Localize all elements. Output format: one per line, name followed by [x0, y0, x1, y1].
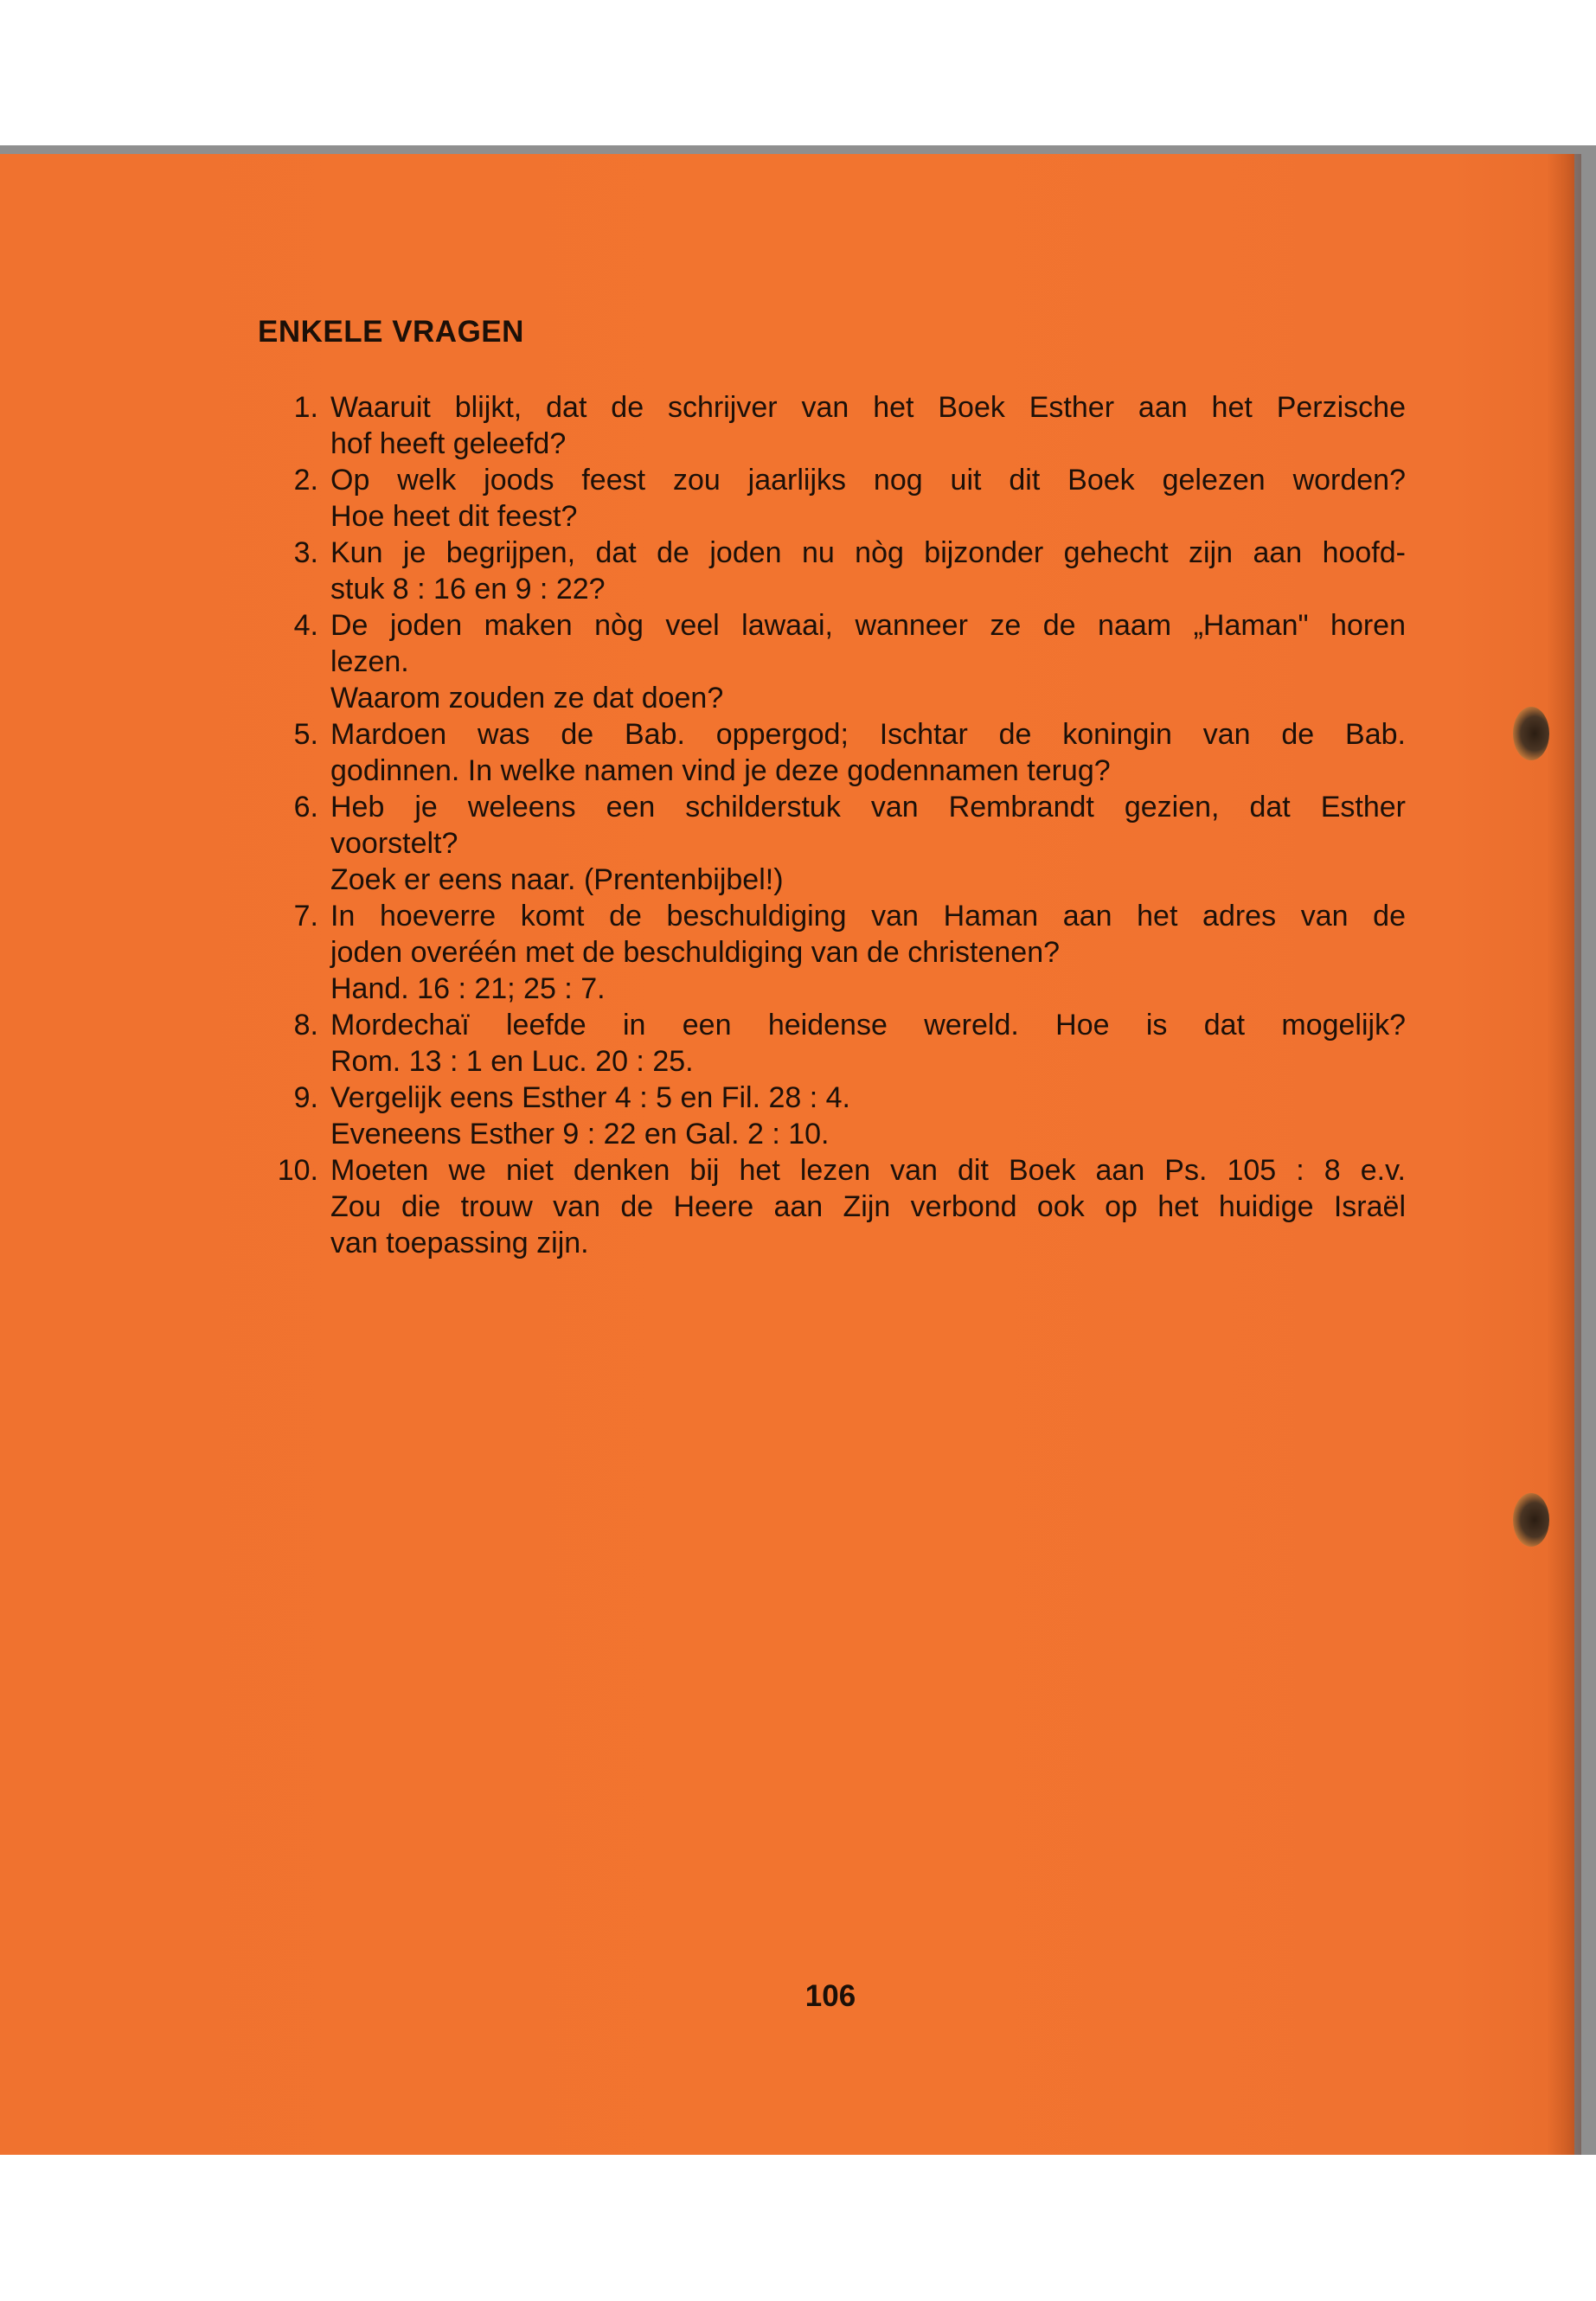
question-line: Rom. 13 : 1 en Luc. 20 : 25. — [330, 1045, 694, 1078]
question-text — [330, 1007, 1406, 1080]
question-line: stuk 8 : 16 en 9 : 22? — [330, 573, 606, 606]
question-line: In hoeverre komt de beschuldiging van Haman aan het adres van de — [330, 900, 1406, 933]
question-line: Zoek er eens naar. (Prentenbijbel!) — [330, 863, 784, 896]
question-text — [330, 789, 1406, 898]
question-item — [260, 607, 1406, 716]
question-text — [330, 1152, 1406, 1261]
binder-hole-bottom — [1513, 1493, 1549, 1547]
page-edge-shadow — [1547, 154, 1581, 2155]
question-item — [260, 1007, 1406, 1080]
question-text — [330, 1080, 1406, 1152]
question-list — [260, 389, 1406, 1261]
question-line: Hoe heet dit feest? — [330, 500, 578, 533]
page-number: 106 — [804, 1979, 856, 2013]
question-line: Zou die trouw van de Heere aan Zijn verbond ook op het huidige Israël — [330, 1190, 1406, 1223]
question-item — [260, 789, 1406, 898]
question-line: Eveneens Esther 9 : 22 en Gal. 2 : 10. — [330, 1118, 830, 1150]
question-line: Kun je begrijpen, dat de joden nu nòg bijzonder gehecht zijn aan hoofd- — [330, 536, 1406, 569]
question-number: 9. — [293, 1081, 318, 1114]
question-number: 10. — [277, 1154, 318, 1187]
question-item — [260, 716, 1406, 789]
question-item — [260, 1152, 1406, 1261]
question-line: Waaruit blijkt, dat de schrijver van het Boek Esther aan het Perzische — [330, 391, 1406, 424]
question-line: Vergelijk eens Esther 4 : 5 en Fil. 28 : 4. — [330, 1081, 850, 1114]
question-text — [330, 389, 1406, 462]
question-line: Op welk joods feest zou jaarlijks nog uit dit Boek gelezen worden? — [330, 464, 1406, 497]
question-line: Hand. 16 : 21; 25 : 7. — [330, 972, 606, 1005]
question-text — [330, 898, 1406, 1007]
question-line: godinnen. In welke namen vind je deze godennamen terug? — [330, 754, 1111, 787]
question-line: voorstelt? — [330, 827, 458, 860]
question-line: hof heeft geleefd? — [330, 427, 567, 460]
section-heading: ENKELE VRAGEN — [258, 315, 524, 349]
question-text — [330, 607, 1406, 716]
question-item — [260, 898, 1406, 1007]
question-number: 8. — [293, 1009, 318, 1042]
question-line: Moeten we niet denken bij het lezen van dit Boek aan Ps. 105 : 8 e.v. — [330, 1154, 1406, 1187]
question-line: Mordechaï leefde in een heidense wereld. Hoe is dat mogelijk? — [330, 1009, 1406, 1042]
question-line: van toepassing zijn. — [330, 1227, 589, 1259]
question-item — [260, 535, 1406, 607]
binder-hole-top — [1513, 707, 1549, 760]
question-number: 4. — [293, 609, 318, 642]
question-item — [260, 389, 1406, 462]
question-item — [260, 1080, 1406, 1152]
question-item — [260, 462, 1406, 535]
question-line: lezen. — [330, 645, 409, 678]
question-text — [330, 716, 1406, 789]
question-number: 2. — [293, 464, 318, 497]
question-line: Heb je weleens een schilderstuk van Rembrandt gezien, dat Esther — [330, 791, 1406, 824]
question-text — [330, 535, 1406, 607]
question-line: De joden maken nòg veel lawaai, wanneer ze de naam „Haman" horen — [330, 609, 1406, 642]
question-line: Waarom zouden ze dat doen? — [330, 682, 724, 715]
question-number: 6. — [293, 791, 318, 824]
question-line: joden overéén met de beschuldiging van de christenen? — [330, 936, 1061, 969]
question-number: 7. — [293, 900, 318, 933]
question-text — [330, 462, 1406, 535]
question-number: 1. — [293, 391, 318, 424]
question-number: 3. — [293, 536, 318, 569]
question-line: Mardoen was de Bab. oppergod; Ischtar de koningin van de Bab. — [330, 718, 1406, 751]
bottom-margin — [0, 2155, 1596, 2301]
question-number: 5. — [293, 718, 318, 751]
